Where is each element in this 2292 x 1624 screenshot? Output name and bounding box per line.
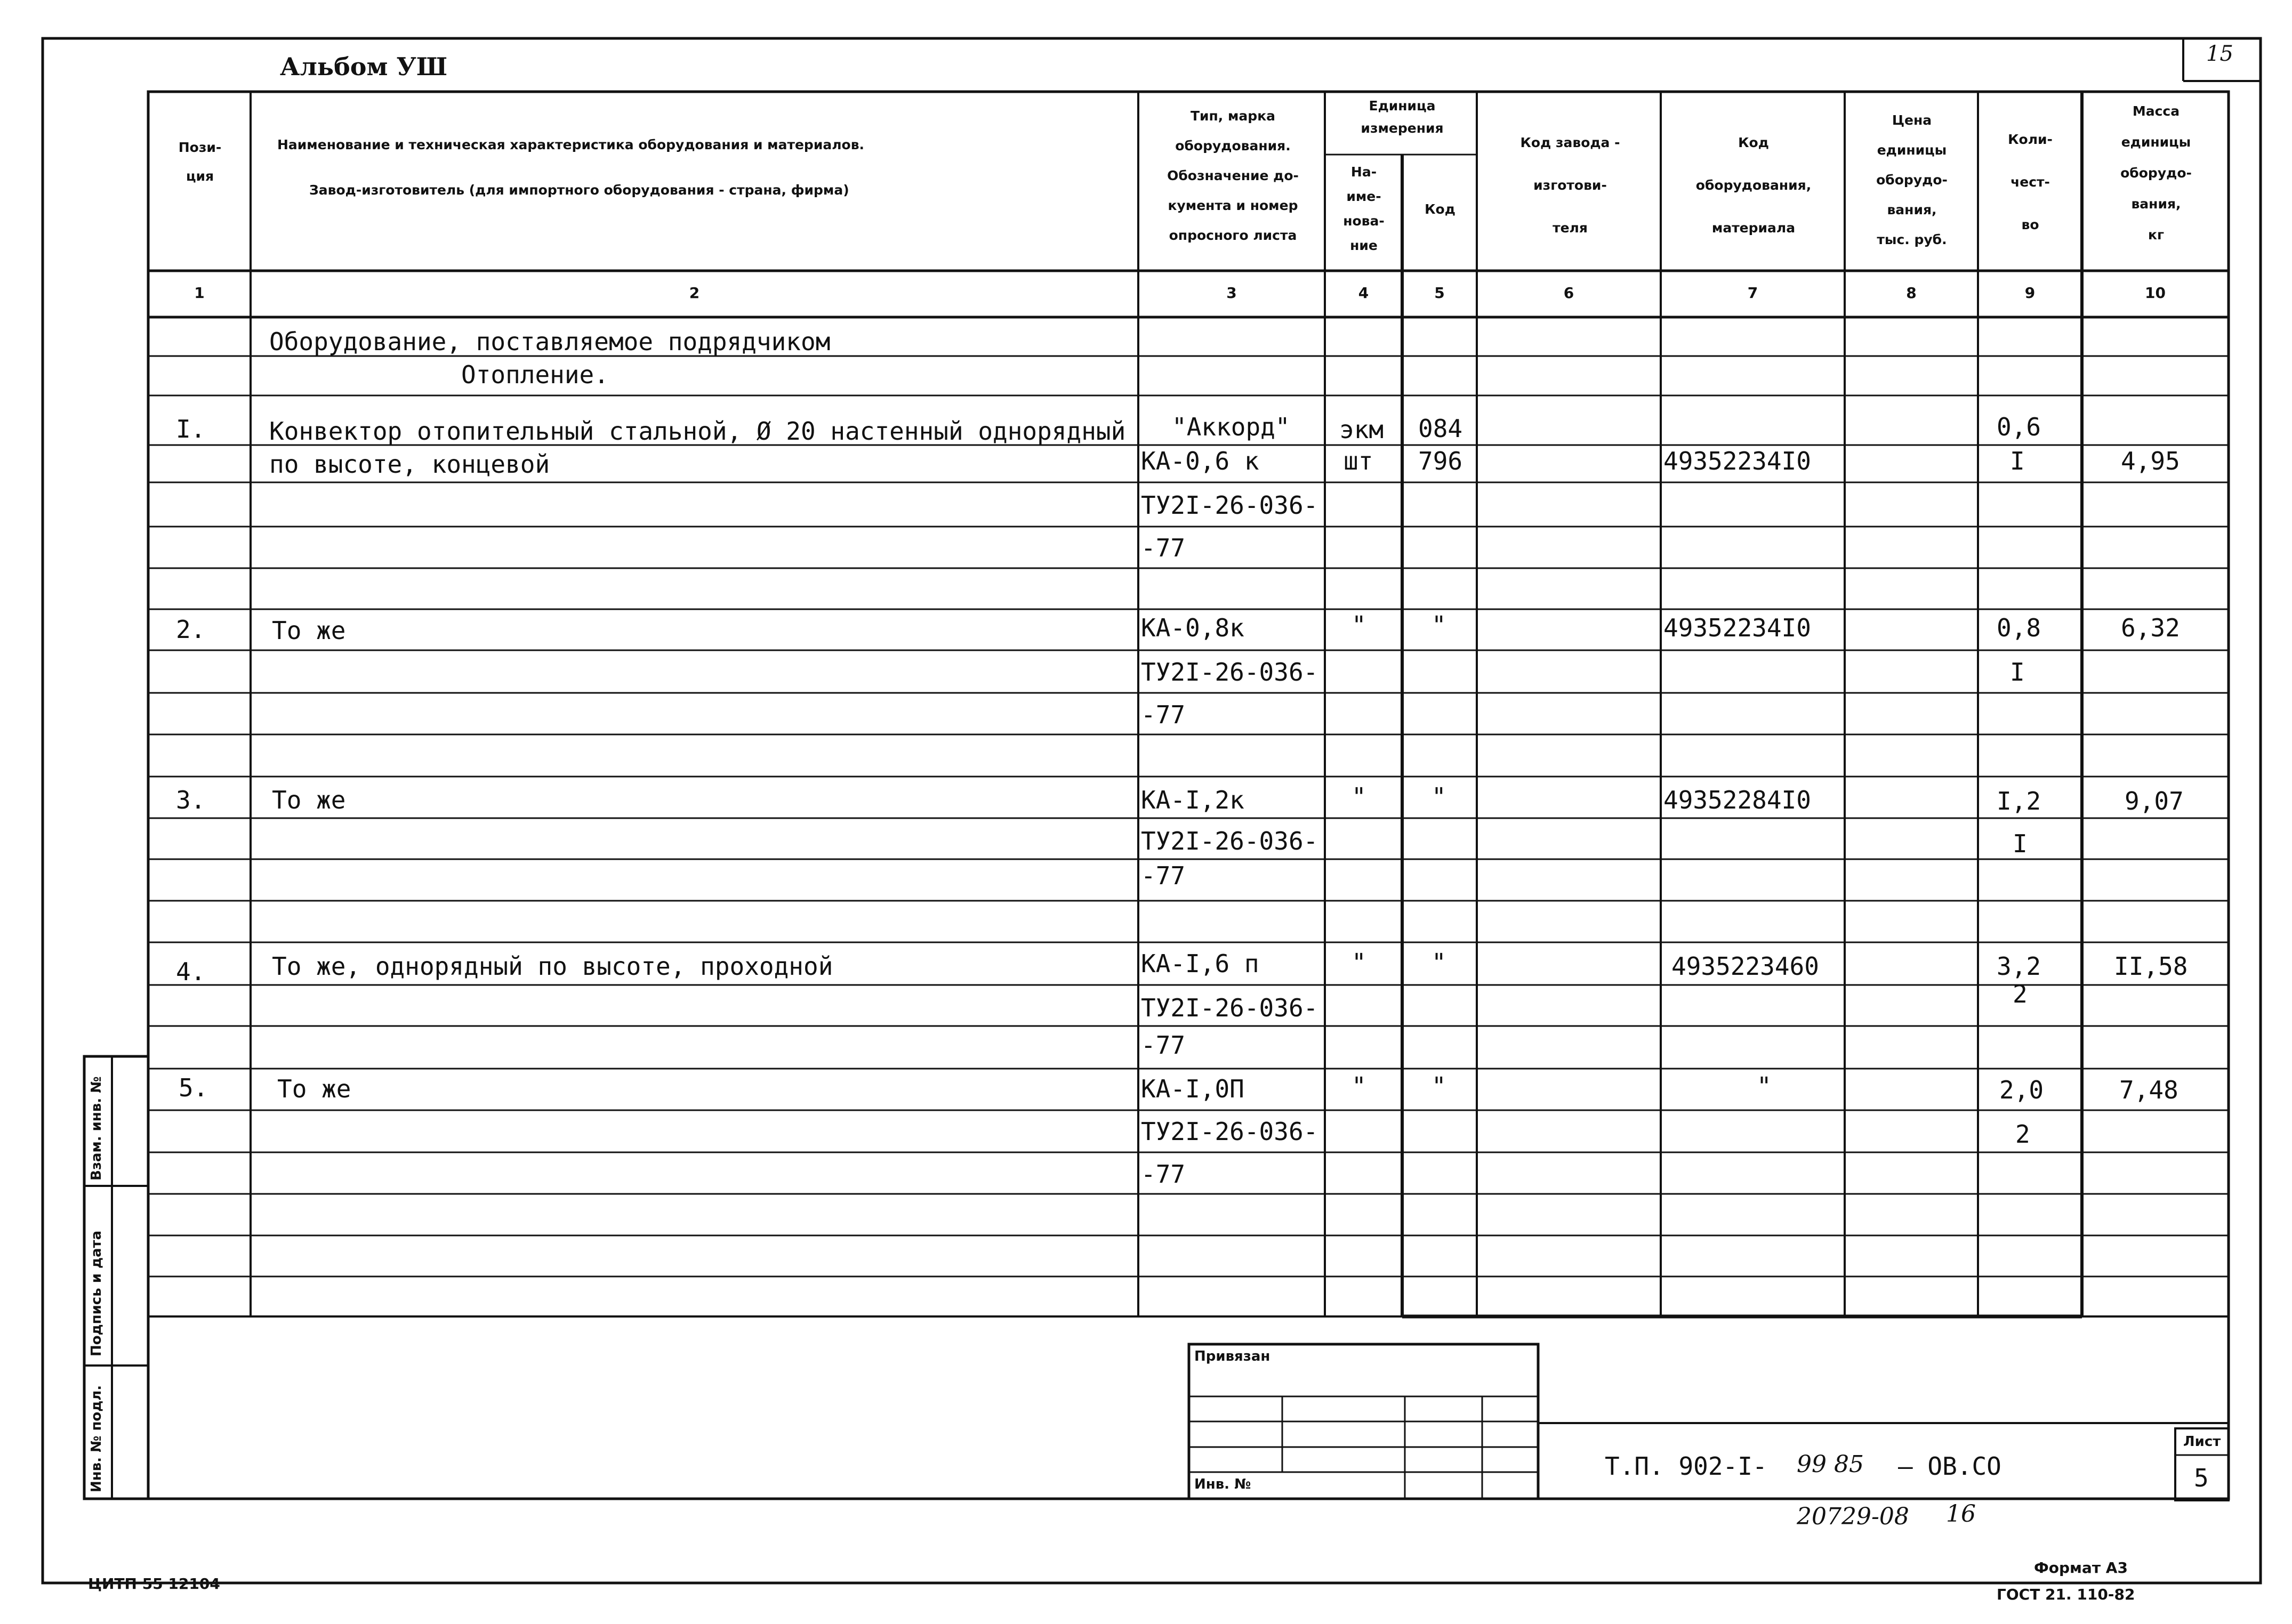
footer-citp: ЦИТП 55 12104: [88, 1575, 220, 1593]
row3-name: То же: [272, 786, 346, 814]
row1b-equipment-code: 49352234I0: [1663, 447, 1811, 475]
row4-position: 4.: [176, 957, 206, 986]
stamp-designation-suffix: – ОВ.СО: [1898, 1452, 2001, 1481]
row1-name: Конвектор отопительный стальной, Ø 20 настенный однорядный: [269, 417, 1126, 446]
stamp-sheet-number: 5: [2194, 1464, 2209, 1492]
row4-qty: 3,2: [1997, 952, 2041, 981]
header-position: Пози- ция: [178, 140, 222, 184]
row3b-type: ТУ2I-26-036-: [1141, 827, 1318, 855]
side-podpis: Подпись и дата: [89, 1230, 104, 1356]
side-inv-no-podl: Инв. № подл.: [89, 1385, 104, 1492]
row4c-type: -77: [1141, 1031, 1186, 1060]
row5b-qty: 2: [2015, 1120, 2030, 1149]
col-number-5: 5: [1434, 284, 1445, 302]
row3-type: КА-I,2к: [1141, 786, 1244, 814]
row1c-type: ТУ2I-26-036-: [1141, 491, 1318, 520]
row5-position: 5.: [179, 1073, 208, 1102]
row5-unit: ": [1352, 1072, 1366, 1101]
header-quantity: Коли- чест- во: [2008, 132, 2053, 232]
header-unit-name: На- име- нова- ние: [1343, 164, 1385, 253]
header-manufacturer-code: Код завода - изготови- теля: [1520, 135, 1620, 236]
row5c-type: -77: [1141, 1160, 1186, 1189]
stamp-sheet-label: Лист: [2183, 1434, 2221, 1450]
col-number-3: 3: [1226, 284, 1237, 302]
col-number-4: 4: [1358, 284, 1369, 302]
header-unit-code: Код: [1425, 201, 1455, 217]
row2-name: То же: [272, 616, 346, 645]
row5-unit-code: ": [1432, 1072, 1446, 1101]
row4-equipment-code: 4935223460: [1671, 952, 1819, 981]
row2-type: КА-0,8к: [1141, 613, 1244, 642]
col-number-2: 2: [689, 284, 700, 302]
footer-gost: ГОСТ 21. 110-82: [1997, 1586, 2135, 1603]
row2-unit-code: ": [1432, 611, 1446, 640]
header-price: Цена единицы оборудо- вания, тыс. руб.: [1876, 112, 1948, 247]
stamp-hand-number: 20729-08: [1797, 1503, 1909, 1530]
row3-equipment-code: 49352284I0: [1663, 786, 1811, 814]
row2-qty: 0,8: [1997, 613, 2041, 642]
header-equipment-code: Код оборудования, материала: [1695, 135, 1812, 236]
row1b-qty: I: [2010, 447, 2025, 475]
row4-mass: II,58: [2114, 952, 2188, 981]
album-title: Альбом УШ: [280, 52, 448, 81]
footer-format: Формат А3: [2034, 1559, 2128, 1577]
header-name-line2: Завод-изготовитель (для импортного оборудования - страна, фирма): [309, 182, 849, 198]
stamp-inv-no: Инв. №: [1194, 1476, 1251, 1492]
page-corner-number: 15: [2206, 42, 2233, 66]
row5-type: КА-I,0П: [1141, 1074, 1244, 1103]
stamp-designation-hand: 99 85: [1797, 1451, 1864, 1478]
row3-qty: I,2: [1997, 787, 2041, 815]
row1-type: "Аккорд": [1172, 413, 1290, 441]
col-number-9: 9: [2024, 284, 2036, 302]
row5b-type: ТУ2I-26-036-: [1141, 1117, 1318, 1146]
header-unit-group: Единица измерения: [1361, 98, 1444, 136]
row2-mass: 6,32: [2121, 613, 2180, 642]
row3-position: 3.: [176, 786, 206, 814]
row2c-type: -77: [1141, 700, 1186, 729]
row2b-qty: I: [2010, 658, 2025, 686]
row4-unit-code: ": [1432, 948, 1446, 977]
section-subtitle: Отопление.: [461, 360, 609, 389]
col-number-8: 8: [1906, 284, 1917, 302]
row1b-unit: шт: [1344, 447, 1373, 475]
row1-position: I.: [176, 415, 206, 443]
row2-unit: ": [1352, 611, 1366, 640]
row3c-type: -77: [1141, 861, 1186, 890]
stamp-privyazan: Привязан: [1194, 1348, 1270, 1364]
row4-name: То же, однорядный по высоте, проходной: [272, 952, 833, 981]
row1-unit-code: 084: [1418, 414, 1463, 443]
row4b-type: ТУ2I-26-036-: [1141, 993, 1318, 1022]
stamp-designation-prefix: Т.П. 902-I-: [1605, 1452, 1767, 1481]
row1-unit: экм: [1339, 415, 1384, 444]
row1b-name: по высоте, концевой: [269, 450, 550, 479]
row3-mass: 9,07: [2125, 787, 2184, 815]
col-number-10: 10: [2145, 284, 2166, 302]
header-type: Тип, марка оборудования. Обозначение до- кумента и номер опросного листа: [1167, 108, 1299, 243]
section-title: Оборудование, поставляемое подрядчиком: [269, 327, 831, 356]
row2b-type: ТУ2I-26-036-: [1141, 658, 1318, 686]
row3-unit-code: ": [1432, 782, 1446, 811]
row4b-qty: 2: [2013, 980, 2028, 1008]
header-mass: Масса единицы оборудо- вания, кг: [2120, 103, 2192, 243]
row2-equipment-code: 49352234I0: [1663, 613, 1811, 642]
row1-qty: 0,6: [1997, 413, 2041, 441]
row1d-type: -77: [1141, 534, 1186, 562]
col-number-6: 6: [1563, 284, 1574, 302]
row1b-unit-code: 796: [1418, 447, 1463, 475]
row3b-qty: I: [2013, 829, 2028, 858]
col-number-7: 7: [1747, 284, 1758, 302]
row3-unit: ": [1352, 782, 1366, 811]
row1b-mass: 4,95: [2121, 447, 2180, 475]
row5-equipment-code: ": [1757, 1072, 1772, 1101]
row5-mass: 7,48: [2119, 1076, 2178, 1104]
col-number-1: 1: [194, 284, 205, 302]
row5-name: То же: [277, 1074, 351, 1103]
header-name-line1: Наименование и техническая характеристика оборудования и материалов.: [277, 137, 865, 152]
side-vzam: Взам. инв. №: [89, 1076, 104, 1181]
row2-position: 2.: [176, 615, 206, 644]
row1b-type: КА-0,6 к: [1141, 447, 1259, 475]
row5-qty: 2,0: [1999, 1076, 2044, 1104]
row4-unit: ": [1352, 948, 1366, 977]
row4-type: КА-I,6 п: [1141, 949, 1259, 978]
stamp-hand-page: 16: [1946, 1500, 1976, 1528]
